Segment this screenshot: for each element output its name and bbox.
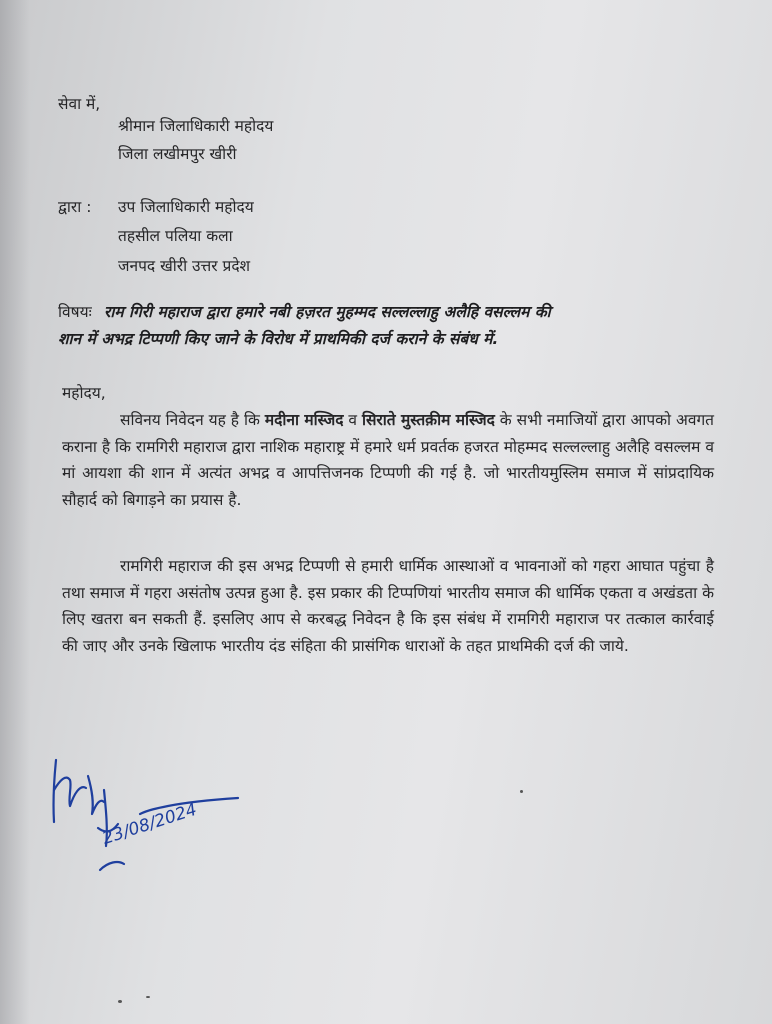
subject-line-1: राम गिरी महाराज द्वारा हमारे नबी हज़रत मुहम्मद सल्लल्लाहु अलैहि वसल्लम की (104, 303, 551, 321)
mosque-name-2: सिराते मुस्तक़ीम मस्जिद (361, 411, 495, 429)
body-paragraph-1 (62, 407, 714, 513)
p1-conj: व (343, 411, 362, 429)
p2-text: रामगिरी महाराज की इस अभद्र टिप्पणी से हमारी धार्मिक आस्थाओं व भावनाओं को गहरा आघात पहुंचा है तथा समाज में गहरा असंतोष उत्पन्न हुआ है. इस प्रकार की टिप्पणियां भारतीय समाज की धार्मिक एकता व अखंडता के लिए खतरा बन सकती हैं. इसलिए आप से करबद्ध निवेदन है कि इस संबंध में रामगिरी महाराज पर तत्काल कार्रवाई की जाए और उनके खिलाफ भारतीय दंड संहिता की प्रासंगिक धाराओं के तहत प्राथमिकी दर्ज की जाये. (62, 557, 714, 655)
mosque-name-1: मदीना मस्जिद (264, 411, 344, 429)
greeting: महोदय, (62, 384, 106, 402)
signature-date: 23/08/2024 (100, 799, 200, 850)
via-line-3: जनपद खीरी उत्तर प्रदेश (118, 257, 251, 275)
paper-speck (146, 996, 150, 998)
recipient-line-1: श्रीमान जिलाधिकारी महोदय (118, 117, 274, 135)
p1-intro: सविनय निवेदन यह है कि (120, 411, 265, 429)
subject-line-2: शान में अभद्र टिप्पणी किए जाने के विरोध में प्राथमिकी दर्ज कराने के संबंध में. (58, 330, 499, 348)
paper-speck (520, 790, 523, 793)
salutation: सेवा में, (58, 95, 101, 113)
subject-label: विषयः (58, 303, 92, 321)
recipient-line-2: जिला लखीमपुर खीरी (118, 145, 237, 163)
page-shadow (0, 0, 30, 1024)
p1-rest: के सभी नमाजियों द्वारा आपको अवगत कराना है कि रामगिरी महाराज द्वारा नाशिक महाराष्ट्र में हमारे धर्म प्रवर्तक हजरत मोहम्मद सल्लल्लाहु अलैहि वसल्लम व मां आयशा की शान में अत्यंत अभद्र व आपत्तिजनक टिप्पणी की गई है. जो भारतीयमुस्लिम समाज में सांप्रदायिक सौहार्द को बिगाड़ने का प्रयास है. (62, 411, 715, 509)
via-line-2: तहसील पलिया कला (118, 227, 233, 245)
via-label: द्वारा : (58, 198, 92, 216)
via-line-1: उप जिलाधिकारी महोदय (118, 198, 254, 216)
body-paragraph-2 (62, 553, 714, 659)
paper-speck (118, 1000, 122, 1003)
